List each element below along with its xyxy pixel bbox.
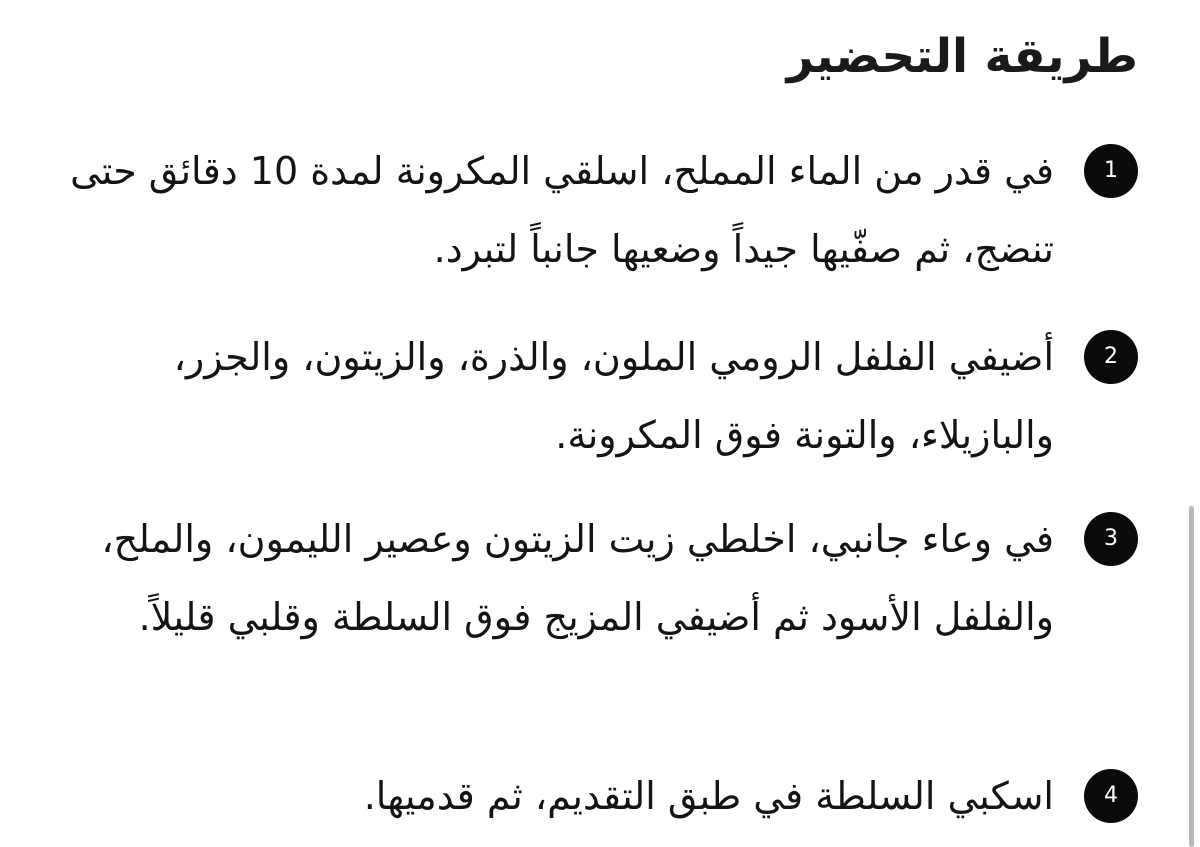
step-number-badge: 3 (1084, 512, 1138, 566)
step-text: اسكبي السلطة في طبق التقديم، ثم قدميها. (363, 774, 1054, 818)
step-number-badge: 1 (1084, 144, 1138, 198)
step-text: في وعاء جانبي، اخلطي زيت الزيتون وعصير الليمون، والملح، والفلفل الأسود ثم أضيفي المزيج فوق السلطة وقلبي قليلاً. (101, 517, 1054, 639)
step-text: في قدر من الماء المملح، اسلقي المكرونة لمدة 10 دقائق حتى تنضج، ثم صفّيها جيداً وضعيها جانباً لتبرد. (70, 149, 1054, 271)
step-text: أضيفي الفلفل الرومي الملون، والذرة، والزيتون، والجزر، والبازيلاء، والتونة فوق المكرونة. (173, 335, 1054, 457)
step-number-badge: 4 (1084, 769, 1138, 823)
section-title: طريقة التحضير (786, 29, 1138, 84)
vertical-scrollbar[interactable] (1189, 506, 1194, 847)
step-number-badge: 2 (1084, 330, 1138, 384)
